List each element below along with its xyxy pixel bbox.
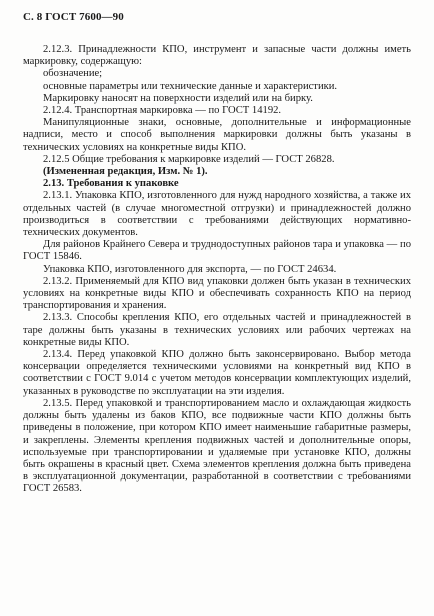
paragraph-amendment: (Измененная редакция, Изм. № 1). xyxy=(43,166,208,178)
paragraph-2-13-3: 2.13.3. Способы крепления КПО, его отдельных частей и принадлежностей в таре должны быть указаны в технических условиях или рабочих чертежах на конкретные виды КПО. xyxy=(23,312,411,348)
paragraph-2-13-5: 2.13.5. Перед упаковкой и транспортированием масло и охлаждающая жидкость должны быть удалены из баков КПО, все подвижные части КПО должны быть приведены в положение, при котором КПО имеет наименьшие габаритные размеры, и закреплены. Элементы крепления подвижных частей и дополнительные опоры, используемые при транспортировании и удаляемые при установке КПО, должны быть окрашены в красный цвет. Схема элементов крепления должна быть приведена в эксплуатационной документации, разработанной в соответствии с требованиями ГОСТ 26583. xyxy=(23,397,411,495)
paragraph-parameters: основные параметры или технические данные и характеристики. xyxy=(43,80,338,92)
paragraph-2-13-4: 2.13.4. Перед упаковкой КПО должно быть законсервировано. Выбор метода консервации определяется техническими условиями на конкретный вид КПО в соответствии с ГОСТ 9.014 с учетом методов консервации комплектующих изделий, указанных в руководстве по эксплуатации на эти изделия. xyxy=(23,349,411,397)
paragraph-marking-surface: Маркировку наносят на поверхности изделий или на бирку. xyxy=(43,92,313,104)
paragraph-handling-signs: Манипуляционные знаки, основные, дополнительные и информационные надписи, место и способ выполнения маркировки должны быть указаны в технических условиях на конкретные виды КПО. xyxy=(23,117,411,153)
paragraph-2-12-5: 2.12.5 Общие требования к маркировке изделий — ГОСТ 26828. xyxy=(43,153,335,165)
paragraph-designation: обозначение; xyxy=(43,68,103,80)
paragraph-far-north: Для районов Крайнего Севера и труднодоступных районов тара и упаковка — по ГОСТ 15846. xyxy=(23,239,411,263)
section-heading-2-13: 2.13. Требования к упаковке xyxy=(43,178,179,190)
paragraph-2-12-4: 2.12.4. Транспортная маркировка — по ГОСТ 14192. xyxy=(43,105,282,117)
paragraph-2-13-1: 2.13.1. Упаковка КПО, изготовленного для нужд народного хозяйства, а также их отдельных частей (в случае многоместной отгрузки) и принадлежностей должно производиться в соответствии с требованиями действующих нормативно-технических документов. xyxy=(23,190,411,239)
paragraph-2-12-3: 2.12.3. Принадлежности КПО, инструмент и запасные части должны иметь маркировку, содержащую: xyxy=(23,44,411,68)
page-header: С. 8 ГОСТ 7600—90 xyxy=(23,11,124,23)
paragraph-export: Упаковка КПО, изготовленного для экспорта, — по ГОСТ 24634. xyxy=(43,263,337,275)
paragraph-2-13-2: 2.13.2. Применяемый для КПО вид упаковки должен быть указан в технических условиях на конкретные виды КПО и обеспечивать сохранность КПО на период транспортирования и хранения. xyxy=(23,275,411,312)
document-body xyxy=(23,44,411,496)
